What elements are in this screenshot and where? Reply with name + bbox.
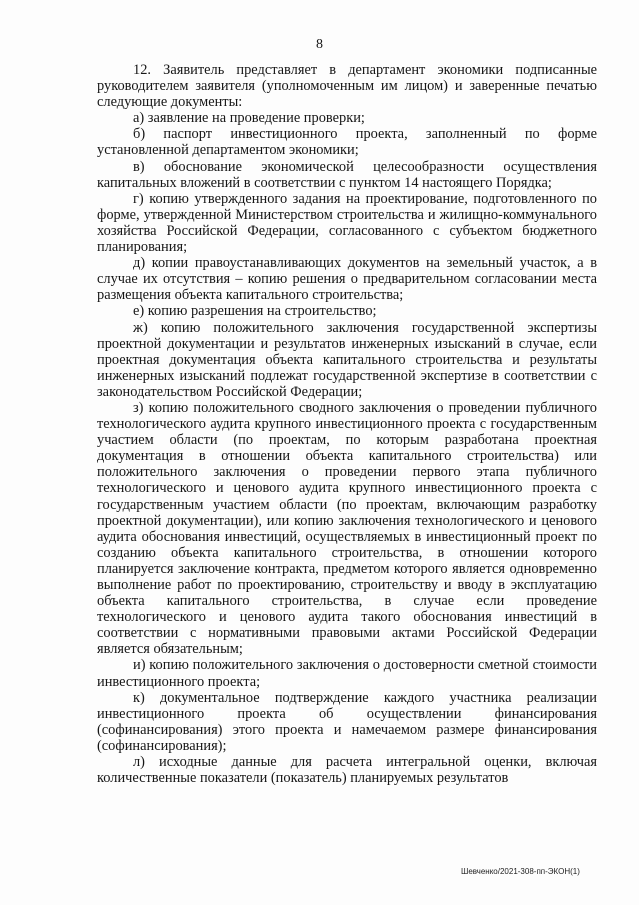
document-footer-code: Шевченко/2021-308-пп-ЭКОН(1) xyxy=(461,867,580,876)
list-item-k: к) документальное подтверждение каждого участника реализации инвестиционного проекта об осуществлении финансирования (софинансирования) этого проекта и намечаемом размере финансирования (софинансирования); xyxy=(97,689,597,754)
document-body xyxy=(97,62,597,786)
page-number: 8 xyxy=(316,37,323,52)
list-item-d: д) копии правоустанавливающих документов на земельный участок, а в случае их отсутствия – копию решения о предварительном согласовании места размещения объекта капитального строительства; xyxy=(97,255,597,304)
list-item-e: е) копию разрешения на строительство; xyxy=(133,303,377,320)
list-item-i: и) копию положительного заключения о достоверности сметной стоимости инвестиционного проекта; xyxy=(97,657,597,690)
list-item-b: б) паспорт инвестиционного проекта, заполненный по форме установленной департаментом экономики; xyxy=(97,126,597,159)
list-item-a: а) заявление на проведение проверки; xyxy=(133,110,365,127)
paragraph-12-intro: 12. Заявитель представляет в департамент экономики подписанные руководителем заявителя (уполномоченным им лицом) и заверенные печатью следующие документы: xyxy=(97,62,597,111)
list-item-zh: ж) копию положительного заключения государственной экспертизы проектной документации и результатов инженерных изысканий в случае, если проектная документация объекта капитального строительства и результаты инженерных изысканий подлежат государственной экспертизе в соответствии с законодательством Российской Федерации; xyxy=(97,319,597,400)
list-item-l: л) исходные данные для расчета интегральной оценки, включая количественные показатели (показатель) планируемых результатов xyxy=(97,754,597,787)
list-item-v: в) обоснование экономической целесообразности осуществления капитальных вложений в соответствии с пунктом 14 настоящего Порядка; xyxy=(97,158,597,191)
list-item-g: г) копию утвержденного задания на проектирование, подготовленного по форме, утвержденной Министерством строительства и жилищно-коммунального хозяйства Российской Федерации, согласованного с субъектом бюджетного планирования; xyxy=(97,190,597,256)
list-item-z: з) копию положительного сводного заключения о проведении публичного технологического аудита крупного инвестиционного проекта с государственным участием области (по проектам, по которым разработана проектная документация в отношении объекта капитального строительства) или положительного заключения о проведении первого этапа публичного технологического и ценового аудита крупного инвестиционного проекта с государственным участием области (по проектам, включающим разработку проектной документации), или копию заключения технологического и ценового аудита обоснования инвестиций, осуществляемых в инвестиционный проект по созданию объекта капитального строительства, в отношении которого планируется заключение контракта, предметом которого является одновременно выполнение работ по проектированию, строительству и вводу в эксплуатацию объекта капитального строительства, в случае если проведение технологического и ценового аудита такого обоснования инвестиций в соответствии с нормативными правовыми актами Российской Федерации является обязательным; xyxy=(97,399,597,658)
